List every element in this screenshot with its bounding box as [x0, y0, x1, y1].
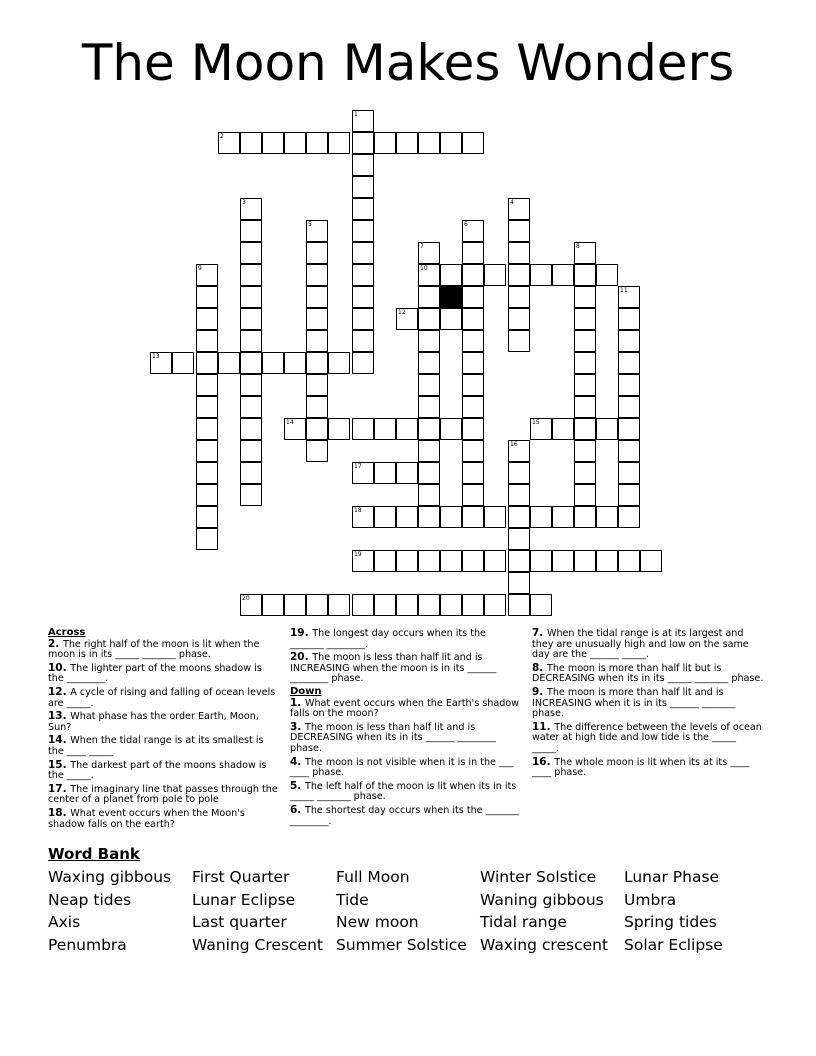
clue-num: 15. [48, 758, 71, 771]
word-bank-item: Solar Eclipse [624, 936, 723, 955]
grid-cell[interactable] [440, 594, 462, 616]
clue-number: 7 [420, 243, 424, 250]
grid-cell[interactable] [530, 550, 552, 572]
grid-cell[interactable] [306, 440, 328, 462]
clue-number: 10 [420, 265, 428, 272]
black-cell [440, 286, 462, 308]
grid-cell[interactable] [306, 396, 328, 418]
grid-cell[interactable] [418, 506, 440, 528]
grid-cell[interactable] [618, 374, 640, 396]
grid-cell[interactable] [530, 506, 552, 528]
grid-cell[interactable] [618, 484, 640, 506]
grid-cell[interactable] [328, 594, 350, 616]
word-bank [48, 866, 768, 957]
grid-cell[interactable] [508, 198, 530, 220]
grid-cell[interactable] [196, 506, 218, 528]
grid-cell[interactable] [306, 264, 328, 286]
grid-cell[interactable] [306, 330, 328, 352]
clue-num: 16. [532, 755, 555, 768]
grid-cell[interactable] [484, 264, 506, 286]
grid-cell[interactable] [262, 594, 284, 616]
grid-cell[interactable] [352, 308, 374, 330]
grid-cell[interactable] [306, 352, 328, 374]
clue-text: What event occurs when the Moon's shadow falls on the earth? [48, 807, 245, 830]
clue-text: The longest day occurs when its the _______ ________. [290, 628, 486, 650]
word-bank-item: Lunar Eclipse [192, 890, 296, 909]
grid-cell[interactable] [284, 418, 306, 440]
grid-cell[interactable] [240, 418, 262, 440]
clue-text: The moon is less than half lit and is INCREASING when the moon is in its ______ ________ phase. [290, 652, 497, 685]
grid-cell[interactable] [306, 220, 328, 242]
clue-text: The moon is not visible when it is in the ___ ____ phase. [290, 756, 514, 779]
clue-text: What phase has the order Earth, Moon, Sun? [48, 711, 259, 733]
grid-cell[interactable] [508, 462, 530, 484]
grid-cell[interactable] [352, 286, 374, 308]
clue-column [48, 628, 280, 832]
clue [532, 757, 764, 779]
grid-cell[interactable] [508, 572, 530, 594]
clue-number: 5 [308, 221, 312, 228]
grid-cell[interactable] [462, 440, 484, 462]
clue-text: A cycle of rising and falling of ocean levels are _____. [48, 686, 276, 709]
grid-cell[interactable] [172, 352, 194, 374]
grid-cell[interactable] [218, 132, 240, 154]
grid-cell[interactable] [618, 506, 640, 528]
grid-cell[interactable] [328, 418, 350, 440]
grid-cell[interactable] [440, 418, 462, 440]
grid-cell[interactable] [508, 220, 530, 242]
grid-cell[interactable] [574, 506, 596, 528]
grid-cell[interactable] [418, 374, 440, 396]
grid-cell[interactable] [352, 110, 374, 132]
grid-cell[interactable] [574, 462, 596, 484]
grid-cell[interactable] [352, 242, 374, 264]
clue-num: 14. [48, 734, 71, 747]
word-bank-item: Full Moon [336, 868, 410, 886]
clue-text: When the tidal range is at its smallest is the ____ _____ [48, 735, 264, 757]
grid-cell[interactable] [462, 374, 484, 396]
grid-cell[interactable] [574, 484, 596, 506]
clue-number: 19 [354, 551, 362, 558]
grid-cell[interactable] [440, 550, 462, 572]
clue-text: The moon is less than half lit and is DECREASING when its in its ______ ________ phase. [290, 721, 496, 754]
grid-cell[interactable] [240, 242, 262, 264]
grid-cell[interactable] [508, 264, 530, 286]
grid-cell[interactable] [306, 418, 328, 440]
grid-cell[interactable] [508, 286, 530, 308]
grid-cell[interactable] [618, 352, 640, 374]
word-bank-row [48, 889, 768, 912]
grid-cell[interactable] [396, 418, 418, 440]
clue-num: 3. [290, 720, 305, 733]
word-bank-item: Waning Crescent [192, 936, 323, 955]
word-bank-item: Lunar Phase [624, 868, 720, 886]
grid-cell[interactable] [240, 264, 262, 286]
clue-number: 14 [286, 419, 294, 426]
grid-cell[interactable] [640, 550, 662, 572]
word-bank-title: Word Bank [48, 845, 140, 863]
clue-num: 17. [48, 782, 71, 795]
grid-cell[interactable] [574, 396, 596, 418]
clue-column [532, 628, 764, 781]
clue [290, 628, 522, 650]
grid-cell[interactable] [418, 308, 440, 330]
grid-cell[interactable] [618, 286, 640, 308]
clue-number: 2 [220, 133, 224, 140]
clue-num: 7. [532, 627, 547, 639]
grid-cell[interactable] [462, 462, 484, 484]
clue [48, 663, 280, 685]
grid-cell[interactable] [508, 550, 530, 572]
clue-number: 8 [576, 243, 580, 250]
grid-cell[interactable] [618, 330, 640, 352]
clue [48, 711, 280, 733]
grid-cell[interactable] [396, 594, 418, 616]
grid-cell[interactable] [418, 418, 440, 440]
grid-cell[interactable] [596, 418, 618, 440]
grid-cell[interactable] [418, 132, 440, 154]
grid-cell[interactable] [196, 330, 218, 352]
clue [48, 784, 280, 806]
grid-cell[interactable] [440, 506, 462, 528]
word-bank-row [48, 934, 768, 957]
grid-cell[interactable] [418, 550, 440, 572]
grid-cell[interactable] [262, 132, 284, 154]
grid-cell[interactable] [574, 286, 596, 308]
clue-number: 15 [532, 419, 540, 426]
grid-cell[interactable] [462, 132, 484, 154]
clue-number: 17 [354, 463, 362, 470]
clue [290, 652, 522, 685]
grid-cell[interactable] [574, 308, 596, 330]
clue-section-across: Across [48, 627, 86, 638]
grid-cell[interactable] [196, 418, 218, 440]
grid-cell[interactable] [240, 374, 262, 396]
word-bank-item: Spring tides [624, 913, 717, 932]
grid-cell[interactable] [596, 550, 618, 572]
grid-cell[interactable] [552, 550, 574, 572]
word-bank-item: Neap tides [48, 890, 132, 909]
grid-cell[interactable] [396, 550, 418, 572]
grid-cell[interactable] [418, 396, 440, 418]
grid-cell[interactable] [508, 528, 530, 550]
clue-text: The right half of the moon is lit when the moon is in its _____ _______ phase. [48, 638, 260, 661]
grid-cell[interactable] [574, 330, 596, 352]
grid-cell[interactable] [530, 594, 552, 616]
clue-num: 4. [290, 755, 305, 768]
clue-num: 2. [48, 637, 63, 650]
grid-cell[interactable] [196, 264, 218, 286]
grid-cell[interactable] [618, 308, 640, 330]
grid-cell[interactable] [462, 308, 484, 330]
word-bank-item: Summer Solstice [336, 936, 467, 955]
grid-cell[interactable] [196, 440, 218, 462]
grid-cell[interactable] [352, 176, 374, 198]
grid-cell[interactable] [484, 506, 506, 528]
word-bank-row [48, 866, 768, 889]
grid-cell[interactable] [306, 242, 328, 264]
clue-number: 3 [242, 199, 246, 206]
grid-cell[interactable] [462, 330, 484, 352]
grid-cell[interactable] [508, 506, 530, 528]
word-bank-item: Penumbra [48, 936, 127, 955]
grid-cell[interactable] [240, 198, 262, 220]
clue-num: 5. [290, 779, 305, 792]
grid-cell[interactable] [196, 462, 218, 484]
grid-cell[interactable] [240, 440, 262, 462]
clue-column [290, 628, 522, 829]
grid-cell[interactable] [462, 242, 484, 264]
clue-number: 6 [464, 221, 468, 228]
clue [290, 722, 522, 755]
grid-cell[interactable] [396, 506, 418, 528]
clue-num: 10. [48, 661, 71, 674]
clue [290, 698, 522, 720]
clue [532, 687, 764, 720]
clue-text: The moon is more than half lit and is INCREASING when it is in its ______ _______ phase. [532, 686, 736, 720]
clue-number: 9 [198, 265, 202, 272]
grid-cell[interactable] [508, 242, 530, 264]
grid-cell[interactable] [352, 132, 374, 154]
word-bank-item: Umbra [624, 890, 677, 909]
grid-cell[interactable] [352, 506, 374, 528]
word-bank-row [48, 911, 768, 934]
clue-number: 4 [510, 199, 514, 206]
clue-text: What event occurs when the Earth's shadow falls on the moon? [290, 697, 520, 720]
grid-cell[interactable] [552, 506, 574, 528]
grid-cell[interactable] [306, 594, 328, 616]
grid-cell[interactable] [574, 352, 596, 374]
grid-cell[interactable] [374, 418, 396, 440]
grid-cell[interactable] [418, 352, 440, 374]
grid-cell[interactable] [352, 418, 374, 440]
clue-number: 12 [398, 309, 406, 316]
clue-text: The darkest part of the moons shadow is the _____. [48, 759, 267, 782]
grid-cell[interactable] [352, 264, 374, 286]
grid-cell[interactable] [462, 550, 484, 572]
grid-cell[interactable] [552, 264, 574, 286]
grid-cell[interactable] [484, 594, 506, 616]
grid-cell[interactable] [574, 440, 596, 462]
word-bank-item: Last quarter [192, 913, 287, 932]
grid-cell[interactable] [396, 132, 418, 154]
clue [532, 628, 764, 661]
grid-cell[interactable] [396, 462, 418, 484]
grid-cell[interactable] [196, 352, 218, 374]
grid-cell[interactable] [218, 352, 240, 374]
word-bank-item: Winter Solstice [480, 868, 597, 886]
clue-number: 1 [354, 111, 358, 118]
grid-cell[interactable] [196, 396, 218, 418]
grid-cell[interactable] [240, 462, 262, 484]
grid-cell[interactable] [196, 484, 218, 506]
clue-text: The imaginary line that passes through the center of a planet from pole to pole [48, 783, 278, 806]
clue-num: 20. [290, 651, 313, 664]
clue-number: 20 [242, 595, 250, 602]
grid-cell[interactable] [374, 594, 396, 616]
grid-cell[interactable] [618, 396, 640, 418]
grid-cell[interactable] [440, 264, 462, 286]
grid-cell[interactable] [352, 352, 374, 374]
word-bank-item: New moon [336, 913, 419, 932]
page-title: The Moon Makes Wonders [81, 34, 735, 92]
clue-text: The shortest day occurs when its the _______ ________. [290, 804, 520, 827]
grid-cell[interactable] [596, 506, 618, 528]
grid-cell[interactable] [462, 264, 484, 286]
clue [290, 805, 522, 827]
clue [532, 722, 764, 755]
grid-cell[interactable] [418, 264, 440, 286]
grid-cell[interactable] [306, 308, 328, 330]
grid-cell[interactable] [352, 594, 374, 616]
clue-num: 11. [532, 720, 555, 733]
word-bank-item: Tide [336, 890, 369, 909]
grid-cell[interactable] [462, 506, 484, 528]
grid-cell[interactable] [418, 594, 440, 616]
clue-text: The moon is more than half lit but is DECREASING when its in its _____ _______ phase. [532, 662, 764, 685]
word-bank-item: Waning gibbous [480, 890, 604, 909]
grid-cell[interactable] [552, 418, 574, 440]
grid-cell[interactable] [150, 352, 172, 374]
grid-cell[interactable] [462, 484, 484, 506]
clue-text: When the tidal range is at its largest and they are unusually high and low on the same day are the ______ _____. [532, 628, 749, 661]
grid-cell[interactable] [574, 374, 596, 396]
clue [48, 760, 280, 782]
grid-cell[interactable] [328, 352, 350, 374]
clue-text: The lighter part of the moons shadow is the ________. [48, 662, 262, 685]
clue [532, 663, 764, 685]
clue-text: The left half of the moon is lit when its in its _____ _______ phase. [290, 780, 517, 803]
grid-cell[interactable] [596, 264, 618, 286]
grid-cell[interactable] [262, 352, 284, 374]
grid-cell[interactable] [574, 264, 596, 286]
grid-cell[interactable] [196, 286, 218, 308]
clue [48, 808, 280, 830]
clue [290, 781, 522, 803]
grid-cell[interactable] [574, 242, 596, 264]
grid-cell[interactable] [440, 308, 462, 330]
grid-cell[interactable] [240, 330, 262, 352]
word-bank-item: First Quarter [192, 868, 290, 886]
grid-cell[interactable] [240, 594, 262, 616]
clue [290, 757, 522, 779]
grid-cell[interactable] [374, 550, 396, 572]
grid-cell[interactable] [484, 550, 506, 572]
grid-cell[interactable] [440, 132, 462, 154]
grid-cell[interactable] [508, 330, 530, 352]
grid-cell[interactable] [284, 594, 306, 616]
grid-cell[interactable] [284, 132, 306, 154]
grid-cell[interactable] [574, 550, 596, 572]
grid-cell[interactable] [352, 154, 374, 176]
grid-cell[interactable] [240, 352, 262, 374]
grid-cell[interactable] [508, 440, 530, 462]
grid-cell[interactable] [306, 132, 328, 154]
grid-cell[interactable] [462, 418, 484, 440]
clue [48, 735, 280, 757]
grid-cell[interactable] [574, 418, 596, 440]
grid-cell[interactable] [196, 374, 218, 396]
word-bank-item: Waxing crescent [480, 936, 609, 955]
clue-num: 1. [290, 696, 305, 709]
grid-cell[interactable] [240, 484, 262, 506]
grid-cell[interactable] [396, 308, 418, 330]
grid-cell[interactable] [418, 462, 440, 484]
clue-number: 16 [510, 441, 518, 448]
clue-number: 11 [620, 287, 628, 294]
grid-cell[interactable] [618, 550, 640, 572]
clue-num: 18. [48, 806, 71, 819]
grid-cell[interactable] [530, 418, 552, 440]
grid-cell[interactable] [530, 264, 552, 286]
clue-number: 13 [152, 353, 160, 360]
grid-cell[interactable] [418, 286, 440, 308]
grid-cell[interactable] [374, 132, 396, 154]
grid-cell[interactable] [352, 220, 374, 242]
grid-cell[interactable] [418, 440, 440, 462]
grid-cell[interactable] [462, 594, 484, 616]
grid-cell[interactable] [508, 484, 530, 506]
grid-cell[interactable] [374, 462, 396, 484]
grid-cell[interactable] [462, 220, 484, 242]
grid-cell[interactable] [306, 286, 328, 308]
grid-cell[interactable] [352, 462, 374, 484]
clue-text: The difference between the levels of ocean water at high tide and low tide is the _____ _____. [532, 721, 762, 754]
clue [48, 639, 280, 661]
grid-cell[interactable] [418, 242, 440, 264]
grid-cell[interactable] [284, 352, 306, 374]
grid-cell[interactable] [618, 440, 640, 462]
clue [48, 687, 280, 709]
word-bank-item: Tidal range [480, 913, 567, 932]
grid-cell[interactable] [240, 220, 262, 242]
grid-cell[interactable] [374, 506, 396, 528]
grid-cell[interactable] [240, 132, 262, 154]
grid-cell[interactable] [240, 286, 262, 308]
clue-num: 19. [290, 627, 313, 639]
clue-num: 12. [48, 685, 71, 698]
grid-cell[interactable] [328, 132, 350, 154]
grid-cell[interactable] [618, 418, 640, 440]
grid-cell[interactable] [240, 308, 262, 330]
grid-cell[interactable] [618, 462, 640, 484]
grid-cell[interactable] [352, 550, 374, 572]
grid-cell[interactable] [240, 396, 262, 418]
grid-cell[interactable] [196, 528, 218, 550]
grid-cell[interactable] [196, 308, 218, 330]
grid-cell[interactable] [508, 308, 530, 330]
clue-num: 8. [532, 661, 547, 674]
clue-section-down: Down [290, 685, 322, 697]
clue-num: 13. [48, 710, 71, 723]
clue-num: 6. [290, 803, 305, 816]
grid-cell[interactable] [508, 594, 530, 616]
grid-cell[interactable] [352, 198, 374, 220]
word-bank-item: Waxing gibbous [48, 868, 172, 886]
grid-cell[interactable] [462, 352, 484, 374]
clue-num: 9. [532, 685, 547, 698]
grid-cell[interactable] [352, 330, 374, 352]
clue-text: The whole moon is lit when its at its ____ ____ phase. [532, 756, 750, 779]
grid-cell[interactable] [418, 330, 440, 352]
grid-cell[interactable] [462, 286, 484, 308]
grid-cell[interactable] [462, 396, 484, 418]
grid-cell[interactable] [306, 374, 328, 396]
clue-number: 18 [354, 507, 362, 514]
grid-cell[interactable] [418, 484, 440, 506]
word-bank-item: Axis [48, 913, 81, 932]
